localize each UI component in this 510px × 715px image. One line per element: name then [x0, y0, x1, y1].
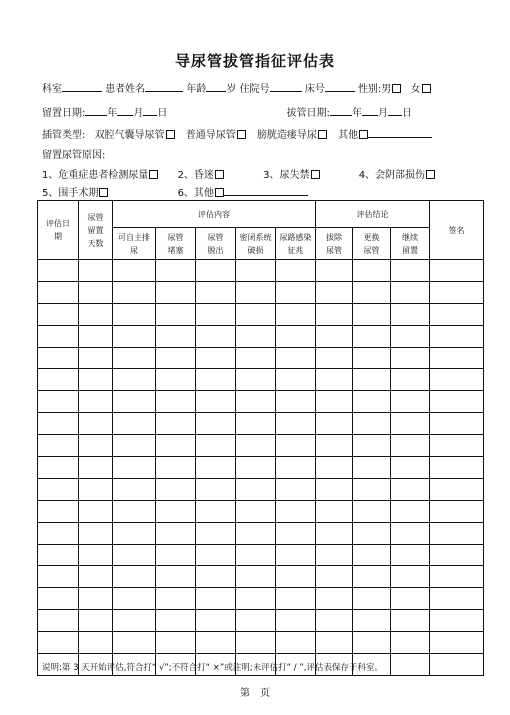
- table-cell[interactable]: [38, 347, 79, 369]
- table-cell[interactable]: [276, 369, 316, 391]
- table-cell[interactable]: [276, 566, 316, 588]
- table-cell[interactable]: [276, 588, 316, 610]
- catheter-type-row: [42, 126, 432, 141]
- removal-date-label: 拔管日期:: [286, 108, 330, 119]
- table-cell[interactable]: [79, 325, 113, 347]
- table-cell[interactable]: [316, 325, 353, 347]
- reason-option-label: 3、尿失禁: [263, 170, 310, 181]
- catheter-option-checkbox[interactable]: [166, 130, 175, 139]
- table-cell[interactable]: [38, 544, 79, 566]
- table-cell[interactable]: [391, 654, 430, 676]
- table-cell[interactable]: [79, 260, 113, 282]
- table-cell[interactable]: [276, 500, 316, 522]
- table-cell[interactable]: [236, 632, 276, 654]
- table-cell[interactable]: [430, 654, 484, 676]
- table-cell[interactable]: [196, 544, 236, 566]
- catheter-option-checkbox[interactable]: [318, 130, 327, 139]
- table-cell[interactable]: [38, 391, 79, 413]
- table-cell[interactable]: [316, 260, 353, 282]
- header-content: 评估内容: [113, 201, 316, 228]
- table-row: [38, 610, 484, 632]
- table-row: [38, 566, 484, 588]
- table-cell[interactable]: [316, 522, 353, 544]
- dept-label: 科室: [42, 84, 62, 95]
- table-cell[interactable]: [353, 325, 391, 347]
- table-cell[interactable]: [316, 413, 353, 435]
- table-row: [38, 435, 484, 457]
- reasons-row-1: [42, 166, 435, 181]
- table-cell[interactable]: [391, 632, 430, 654]
- table-cell[interactable]: [113, 457, 156, 479]
- table-cell[interactable]: [79, 303, 113, 325]
- removal-month-field[interactable]: [362, 105, 378, 116]
- table-cell[interactable]: [236, 260, 276, 282]
- table-cell[interactable]: [316, 391, 353, 413]
- table-cell[interactable]: [196, 391, 236, 413]
- table-cell[interactable]: [113, 500, 156, 522]
- table-cell[interactable]: [316, 457, 353, 479]
- table-cell[interactable]: [391, 522, 430, 544]
- table-cell[interactable]: [156, 325, 196, 347]
- reason-other-field[interactable]: [224, 185, 308, 196]
- table-cell[interactable]: [236, 588, 276, 610]
- table-cell[interactable]: [38, 478, 79, 500]
- table-cell[interactable]: [316, 632, 353, 654]
- table-cell[interactable]: [113, 369, 156, 391]
- removal-day-field[interactable]: [388, 105, 402, 116]
- table-cell[interactable]: [391, 369, 430, 391]
- table-cell[interactable]: [113, 522, 156, 544]
- year-label: 年: [107, 108, 118, 119]
- table-cell[interactable]: [430, 369, 484, 391]
- table-cell[interactable]: [113, 478, 156, 500]
- header-sign: 签名: [430, 201, 484, 260]
- table-cell[interactable]: [430, 588, 484, 610]
- table-cell[interactable]: [196, 610, 236, 632]
- table-cell[interactable]: [156, 435, 196, 457]
- reason-option-label: 4、会阴部损伤: [358, 170, 426, 181]
- table-cell[interactable]: [38, 632, 79, 654]
- table-cell[interactable]: [391, 500, 430, 522]
- table-row: [38, 632, 484, 654]
- table-cell[interactable]: [353, 260, 391, 282]
- female-checkbox[interactable]: [422, 84, 431, 93]
- month-label: 月: [377, 108, 388, 119]
- table-cell[interactable]: [113, 566, 156, 588]
- table-cell[interactable]: [196, 478, 236, 500]
- table-cell[interactable]: [316, 588, 353, 610]
- table-body: [38, 260, 484, 676]
- table-cell[interactable]: [156, 566, 196, 588]
- table-cell[interactable]: [156, 281, 196, 303]
- table-cell[interactable]: [113, 588, 156, 610]
- table-cell[interactable]: [156, 588, 196, 610]
- table-cell[interactable]: [196, 260, 236, 282]
- catheter-option-label: 普通导尿管: [185, 130, 236, 141]
- table-cell[interactable]: [38, 610, 79, 632]
- table-cell[interactable]: [316, 500, 353, 522]
- table-cell[interactable]: [391, 281, 430, 303]
- table-cell[interactable]: [391, 260, 430, 282]
- day-label: 日: [157, 108, 168, 119]
- table-cell[interactable]: [391, 391, 430, 413]
- table-cell[interactable]: [79, 413, 113, 435]
- table-cell[interactable]: [79, 435, 113, 457]
- table-cell[interactable]: [38, 435, 79, 457]
- table-cell[interactable]: [276, 260, 316, 282]
- table-cell[interactable]: [276, 347, 316, 369]
- table-cell[interactable]: [430, 303, 484, 325]
- table-cell[interactable]: [79, 544, 113, 566]
- assessment-table: [37, 200, 484, 676]
- page-number: 第 页: [240, 688, 270, 699]
- table-cell[interactable]: [196, 457, 236, 479]
- table-cell[interactable]: [391, 303, 430, 325]
- header-conclusion: 评估结论: [316, 201, 430, 228]
- table-cell[interactable]: [276, 478, 316, 500]
- bed-no-field[interactable]: [325, 81, 355, 92]
- table-cell[interactable]: [276, 325, 316, 347]
- table-cell[interactable]: [156, 303, 196, 325]
- table-cell[interactable]: [236, 478, 276, 500]
- admission-no-label: 住院号: [239, 84, 270, 95]
- header-days: 尿管留置天数: [79, 201, 113, 260]
- table-cell[interactable]: [113, 610, 156, 632]
- table-cell[interactable]: [391, 478, 430, 500]
- table-cell[interactable]: [353, 566, 391, 588]
- table-cell[interactable]: [276, 413, 316, 435]
- header-date: 评估日期: [38, 201, 79, 260]
- header-remove: 拔除尿管: [316, 228, 353, 260]
- table-cell[interactable]: [38, 281, 79, 303]
- table-cell[interactable]: [79, 500, 113, 522]
- table-cell[interactable]: [353, 500, 391, 522]
- table-cell[interactable]: [430, 478, 484, 500]
- reason-checkbox[interactable]: [99, 188, 108, 197]
- table-row: [38, 478, 484, 500]
- age-label: 年龄: [186, 84, 207, 95]
- table-cell[interactable]: [79, 347, 113, 369]
- table-cell[interactable]: [316, 566, 353, 588]
- table-cell[interactable]: [196, 369, 236, 391]
- catheter-option-label: 其他: [338, 130, 359, 141]
- table-cell[interactable]: [156, 457, 196, 479]
- catheter-other-field[interactable]: [368, 127, 432, 138]
- reason-option-label: 1、危重症患者检测尿量: [42, 170, 149, 181]
- table-cell[interactable]: [430, 500, 484, 522]
- table-cell[interactable]: [316, 347, 353, 369]
- table-cell[interactable]: [113, 413, 156, 435]
- table-cell[interactable]: [391, 610, 430, 632]
- table-cell[interactable]: [236, 500, 276, 522]
- table-row: [38, 522, 484, 544]
- table-cell[interactable]: [391, 413, 430, 435]
- year-label: 年: [351, 108, 362, 119]
- table-cell[interactable]: [430, 610, 484, 632]
- removal-year-field[interactable]: [330, 105, 352, 116]
- header-uti-sign: 尿路感染征兆: [276, 228, 316, 260]
- table-cell[interactable]: [113, 632, 156, 654]
- table-cell[interactable]: [276, 391, 316, 413]
- table-cell[interactable]: [38, 566, 79, 588]
- table-cell[interactable]: [353, 522, 391, 544]
- table-cell[interactable]: [430, 347, 484, 369]
- table-cell[interactable]: [156, 347, 196, 369]
- table-cell[interactable]: [353, 369, 391, 391]
- bed-no-label: 床号: [304, 84, 325, 95]
- table-cell[interactable]: [353, 610, 391, 632]
- table-row: [38, 369, 484, 391]
- table-cell[interactable]: [38, 369, 79, 391]
- table-cell[interactable]: [113, 303, 156, 325]
- table-cell[interactable]: [430, 522, 484, 544]
- table-cell[interactable]: [196, 500, 236, 522]
- table-cell[interactable]: [391, 588, 430, 610]
- table-cell[interactable]: [430, 391, 484, 413]
- patient-name-field[interactable]: [145, 81, 183, 92]
- header-continue: 继续留置: [391, 228, 430, 260]
- table-cell[interactable]: [196, 325, 236, 347]
- table-cell[interactable]: [156, 260, 196, 282]
- table-cell[interactable]: [113, 260, 156, 282]
- reason-checkbox[interactable]: [215, 170, 224, 179]
- table-cell[interactable]: [276, 281, 316, 303]
- table-cell[interactable]: [156, 369, 196, 391]
- table-cell[interactable]: [38, 413, 79, 435]
- table-cell[interactable]: [236, 610, 276, 632]
- reason-checkbox[interactable]: [149, 170, 158, 179]
- table-cell[interactable]: [79, 588, 113, 610]
- table-cell[interactable]: [38, 588, 79, 610]
- table-cell[interactable]: [353, 303, 391, 325]
- table-cell[interactable]: [38, 500, 79, 522]
- table-cell[interactable]: [430, 281, 484, 303]
- patient-name-label: 患者姓名: [105, 84, 146, 95]
- table-cell[interactable]: [236, 391, 276, 413]
- table-cell[interactable]: [353, 632, 391, 654]
- female-label: 女: [410, 84, 421, 95]
- table-cell[interactable]: [276, 303, 316, 325]
- table-row: [38, 347, 484, 369]
- table-cell[interactable]: [276, 457, 316, 479]
- table-cell[interactable]: [316, 478, 353, 500]
- table-cell[interactable]: [196, 566, 236, 588]
- table-cell[interactable]: [236, 325, 276, 347]
- table-cell[interactable]: [353, 478, 391, 500]
- table-cell[interactable]: [316, 369, 353, 391]
- table-cell[interactable]: [236, 281, 276, 303]
- table-cell[interactable]: [156, 522, 196, 544]
- table-cell[interactable]: [430, 413, 484, 435]
- reason-label: 留置尿管原因:: [42, 150, 106, 161]
- table-row: [38, 391, 484, 413]
- table-cell[interactable]: [113, 435, 156, 457]
- table-cell[interactable]: [316, 544, 353, 566]
- dates-row: [42, 104, 412, 119]
- table-cell[interactable]: [276, 522, 316, 544]
- reason-checkbox[interactable]: [311, 170, 320, 179]
- table-cell[interactable]: [276, 435, 316, 457]
- header-dislodged: 尿管脱出: [196, 228, 236, 260]
- table-cell[interactable]: [113, 391, 156, 413]
- table-cell[interactable]: [236, 566, 276, 588]
- table-cell[interactable]: [316, 610, 353, 632]
- catheter-option-label: 膀胱造瘘导尿: [256, 130, 317, 141]
- table-row: [38, 325, 484, 347]
- table-cell[interactable]: [276, 610, 316, 632]
- table-cell[interactable]: [113, 281, 156, 303]
- table-cell[interactable]: [113, 544, 156, 566]
- table-cell[interactable]: [236, 413, 276, 435]
- day-label: 日: [401, 108, 412, 119]
- table-cell[interactable]: [196, 347, 236, 369]
- table-cell[interactable]: [391, 347, 430, 369]
- table-cell[interactable]: [79, 632, 113, 654]
- table-cell[interactable]: [196, 522, 236, 544]
- table-cell[interactable]: [236, 435, 276, 457]
- table-cell[interactable]: [276, 632, 316, 654]
- instructions-note: 说明:第 3 天开始评估,符合打“ √”;不符合打“ ×”或注明;未评估打“ / ”,评估表保存于科室。: [42, 663, 383, 673]
- reason-option-label: 6、其他: [177, 188, 214, 199]
- table-cell[interactable]: [430, 260, 484, 282]
- table-row: [38, 303, 484, 325]
- table-cell[interactable]: [391, 325, 430, 347]
- month-label: 月: [133, 108, 144, 119]
- table-cell[interactable]: [353, 457, 391, 479]
- table-cell[interactable]: [79, 610, 113, 632]
- table-cell[interactable]: [38, 522, 79, 544]
- table-cell[interactable]: [430, 632, 484, 654]
- admission-no-field[interactable]: [270, 81, 302, 92]
- table-cell[interactable]: [430, 457, 484, 479]
- table-cell[interactable]: [391, 544, 430, 566]
- table-cell[interactable]: [79, 281, 113, 303]
- table-cell[interactable]: [430, 435, 484, 457]
- catheter-option-label: 双腔气囊导尿管: [94, 130, 165, 141]
- form-title: 导尿管拔管指征评估表: [174, 52, 335, 70]
- table-row: [38, 413, 484, 435]
- indwelling-year-field[interactable]: [85, 105, 107, 116]
- table-cell[interactable]: [156, 500, 196, 522]
- table-cell[interactable]: [196, 413, 236, 435]
- male-checkbox[interactable]: [392, 84, 401, 93]
- gender-label: 性别:男: [357, 84, 392, 95]
- table-row: [38, 281, 484, 303]
- table-cell[interactable]: [353, 588, 391, 610]
- header-self-void: 可自主排尿: [113, 228, 156, 260]
- table-row: [38, 457, 484, 479]
- table-row: [38, 588, 484, 610]
- catheter-option-checkbox[interactable]: [237, 130, 246, 139]
- table-cell[interactable]: [391, 457, 430, 479]
- table-cell[interactable]: [236, 369, 276, 391]
- table-cell[interactable]: [113, 347, 156, 369]
- table-row: [38, 260, 484, 282]
- reason-checkbox[interactable]: [215, 188, 224, 197]
- table-cell[interactable]: [316, 435, 353, 457]
- table-cell[interactable]: [353, 347, 391, 369]
- age-field[interactable]: [206, 81, 226, 92]
- catheter-option-checkbox[interactable]: [359, 130, 368, 139]
- header-replace: 更换尿管: [353, 228, 391, 260]
- table-cell[interactable]: [430, 544, 484, 566]
- table-cell[interactable]: [79, 457, 113, 479]
- table-row: [38, 500, 484, 522]
- table-cell[interactable]: [316, 281, 353, 303]
- table-cell[interactable]: [276, 544, 316, 566]
- header-system-breach: 密闭系统破损: [236, 228, 276, 260]
- table-cell[interactable]: [236, 544, 276, 566]
- table-cell[interactable]: [156, 391, 196, 413]
- table-cell[interactable]: [196, 632, 236, 654]
- patient-info-row: [42, 80, 431, 95]
- indwelling-date-label: 留置日期:: [42, 108, 86, 119]
- table-cell[interactable]: [79, 369, 113, 391]
- table-cell[interactable]: [236, 522, 276, 544]
- reason-option-label: 2、昏迷: [177, 170, 214, 181]
- catheter-type-label: 插管类型:: [42, 130, 86, 141]
- reason-checkbox[interactable]: [426, 170, 435, 179]
- table-cell[interactable]: [196, 281, 236, 303]
- table-cell[interactable]: [196, 588, 236, 610]
- age-unit: 岁: [226, 84, 237, 95]
- table-cell[interactable]: [38, 260, 79, 282]
- table-cell[interactable]: [79, 566, 113, 588]
- table-cell[interactable]: [430, 325, 484, 347]
- table-row: [38, 544, 484, 566]
- table-cell[interactable]: [38, 303, 79, 325]
- dept-field[interactable]: [62, 81, 102, 92]
- table-cell[interactable]: [430, 566, 484, 588]
- table-cell[interactable]: [391, 566, 430, 588]
- indwelling-day-field[interactable]: [143, 105, 157, 116]
- table-cell[interactable]: [316, 303, 353, 325]
- table-cell[interactable]: [113, 325, 156, 347]
- table-cell[interactable]: [353, 391, 391, 413]
- table-cell[interactable]: [196, 435, 236, 457]
- table-cell[interactable]: [156, 478, 196, 500]
- table-cell[interactable]: [236, 457, 276, 479]
- table-cell[interactable]: [79, 522, 113, 544]
- table-cell[interactable]: [353, 413, 391, 435]
- header-blocked: 尿管堵塞: [156, 228, 196, 260]
- table-cell[interactable]: [38, 325, 79, 347]
- table-cell[interactable]: [236, 303, 276, 325]
- table-cell[interactable]: [353, 435, 391, 457]
- table-cell[interactable]: [353, 281, 391, 303]
- table-cell[interactable]: [156, 610, 196, 632]
- table-cell[interactable]: [236, 347, 276, 369]
- table-cell[interactable]: [156, 413, 196, 435]
- table-cell[interactable]: [196, 303, 236, 325]
- table-cell[interactable]: [38, 457, 79, 479]
- table-cell[interactable]: [156, 544, 196, 566]
- table-cell[interactable]: [156, 632, 196, 654]
- table-cell[interactable]: [79, 478, 113, 500]
- table-cell[interactable]: [79, 391, 113, 413]
- table-cell[interactable]: [391, 435, 430, 457]
- reasons-row-2: [42, 184, 308, 199]
- reason-option-label: 5、围手术期: [42, 188, 99, 199]
- table-cell[interactable]: [353, 544, 391, 566]
- indwelling-month-field[interactable]: [117, 105, 133, 116]
